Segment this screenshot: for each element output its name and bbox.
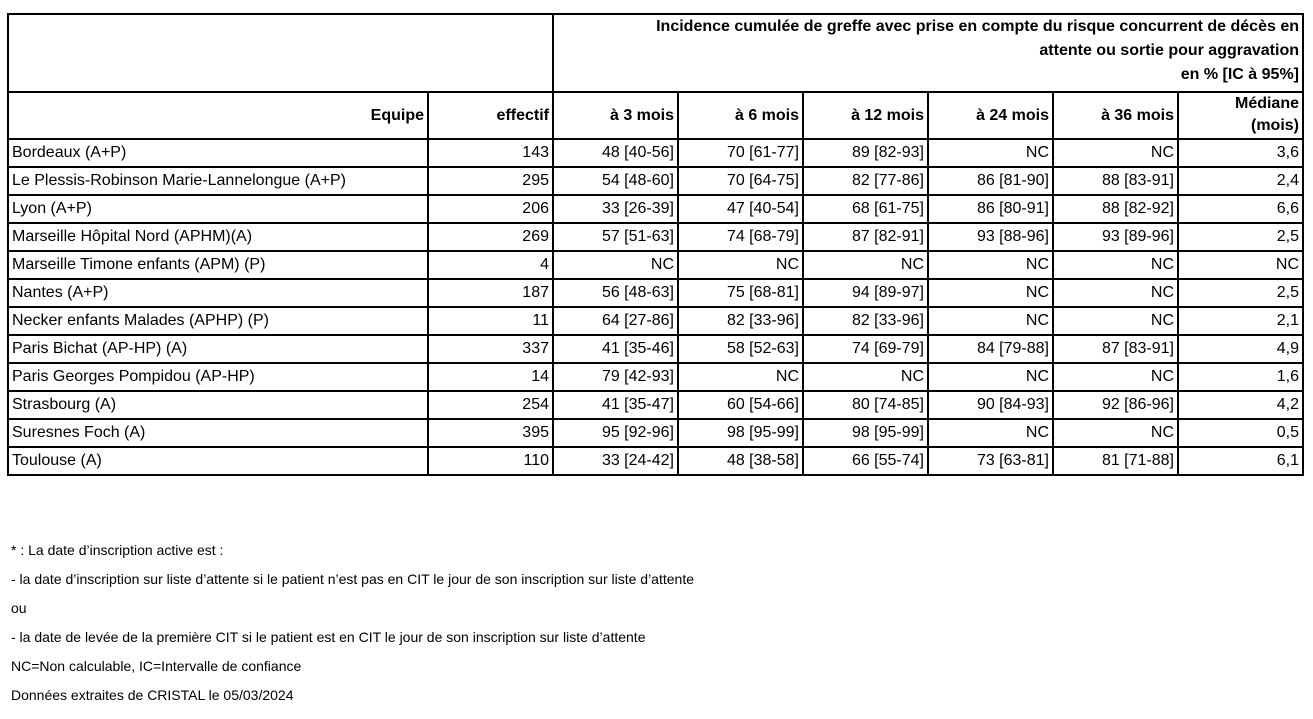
cell-6-mois: NC [678,363,803,391]
cell-12-mois: 82 [77-86] [803,167,928,195]
cell-36-mois: 92 [86-96] [1053,391,1178,419]
cell-3-mois: 33 [26-39] [553,195,678,223]
table-row [8,279,1303,307]
cell-3-mois: 33 [24-42] [553,447,678,475]
footnote-line: - la date de levée de la première CIT si le patient est en CIT le jour de son inscription sur liste d’attente [11,629,646,645]
cell-mediane: 4,2 [1178,391,1303,419]
mediane-header-line1: Médiane [1234,95,1299,112]
cell-equipe: Lyon (A+P) [8,195,428,223]
cell-3-mois: NC [553,251,678,279]
cell-12-mois: 98 [95-99] [803,419,928,447]
cell-24-mois: 86 [81-90] [928,167,1053,195]
table-row [8,223,1303,251]
cell-6-mois: 70 [64-75] [678,167,803,195]
cell-36-mois: 87 [83-91] [1053,335,1178,363]
cell-mediane: 6,1 [1178,447,1303,475]
table-row [8,307,1303,335]
cell-effectif: 254 [428,391,553,419]
cell-6-mois: NC [678,251,803,279]
cell-3-mois: 79 [42-93] [553,363,678,391]
cell-effectif: 269 [428,223,553,251]
mediane-header-line2: (mois) [1251,117,1299,134]
cell-3-mois: 41 [35-47] [553,391,678,419]
cell-36-mois: NC [1053,279,1178,307]
cell-equipe: Le Plessis-Robinson Marie-Lannelongue (A+P) [8,167,428,195]
cell-24-mois: NC [928,419,1053,447]
cell-3-mois: 64 [27-86] [553,307,678,335]
cell-12-mois: 68 [61-75] [803,195,928,223]
cell-36-mois: NC [1053,307,1178,335]
footnote-line: - la date d’inscription sur liste d’attente si le patient n’est pas en CIT le jour de son inscription sur liste d’attente [11,571,694,587]
cell-24-mois: 90 [84-93] [928,391,1053,419]
table-body [8,139,1303,475]
cell-equipe: Toulouse (A) [8,447,428,475]
col-header-3-mois: à 3 mois [553,92,678,139]
cell-24-mois: NC [928,279,1053,307]
cell-effectif: 143 [428,139,553,167]
table-row [8,447,1303,475]
cell-equipe: Necker enfants Malades (APHP) (P) [8,307,428,335]
cell-effectif: 4 [428,251,553,279]
cell-24-mois: NC [928,251,1053,279]
cell-12-mois: 94 [89-97] [803,279,928,307]
footnote-line: Données extraites de CRISTAL le 05/03/2024 [11,687,294,703]
cell-3-mois: 54 [48-60] [553,167,678,195]
cell-mediane: NC [1178,251,1303,279]
cell-equipe: Marseille Timone enfants (APM) (P) [8,251,428,279]
empty-header-cell [8,14,553,92]
incidence-group-header [553,14,1303,92]
group-header-line1: Incidence cumulée de greffe avec prise en compte du risque concurrent de décès en [656,18,1299,35]
cell-3-mois: 41 [35-46] [553,335,678,363]
cell-equipe: Nantes (A+P) [8,279,428,307]
cell-mediane: 0,5 [1178,419,1303,447]
col-header-equipe: Equipe [8,92,428,139]
cell-mediane: 2,1 [1178,307,1303,335]
cell-equipe: Paris Georges Pompidou (AP-HP) [8,363,428,391]
col-header-24-mois: à 24 mois [928,92,1053,139]
cell-equipe: Marseille Hôpital Nord (APHM)(A) [8,223,428,251]
cell-12-mois: 82 [33-96] [803,307,928,335]
cell-6-mois: 70 [61-77] [678,139,803,167]
cell-6-mois: 98 [95-99] [678,419,803,447]
table-row [8,167,1303,195]
cell-3-mois: 56 [48-63] [553,279,678,307]
header-row-top [8,14,1303,92]
col-header-effectif: effectif [428,92,553,139]
cell-3-mois: 48 [40-56] [553,139,678,167]
group-header-line2: attente ou sortie pour aggravation [1039,42,1299,59]
cell-36-mois: NC [1053,363,1178,391]
footnote-line: NC=Non calculable, IC=Intervalle de confiance [11,658,302,674]
cell-3-mois: 57 [51-63] [553,223,678,251]
cell-equipe: Strasbourg (A) [8,391,428,419]
cell-24-mois: 86 [80-91] [928,195,1053,223]
cell-6-mois: 74 [68-79] [678,223,803,251]
col-header-12-mois: à 12 mois [803,92,928,139]
col-header-6-mois: à 6 mois [678,92,803,139]
cell-36-mois: NC [1053,419,1178,447]
cell-36-mois: 88 [83-91] [1053,167,1178,195]
cell-6-mois: 48 [38-58] [678,447,803,475]
cell-mediane: 3,6 [1178,139,1303,167]
table-row [8,363,1303,391]
cell-mediane: 2,4 [1178,167,1303,195]
table-row [8,195,1303,223]
footnote-line: * : La date d’inscription active est : [11,542,224,558]
cell-24-mois: NC [928,139,1053,167]
cell-6-mois: 60 [54-66] [678,391,803,419]
table-row [8,139,1303,167]
col-header-mediane [1178,92,1303,139]
cell-mediane: 1,6 [1178,363,1303,391]
table-row [8,251,1303,279]
cell-6-mois: 58 [52-63] [678,335,803,363]
cell-12-mois: NC [803,363,928,391]
cell-24-mois: NC [928,307,1053,335]
cell-effectif: 337 [428,335,553,363]
cell-effectif: 206 [428,195,553,223]
cell-12-mois: 74 [69-79] [803,335,928,363]
cell-24-mois: 73 [63-81] [928,447,1053,475]
cell-mediane: 2,5 [1178,279,1303,307]
cell-36-mois: 81 [71-88] [1053,447,1178,475]
cell-effectif: 11 [428,307,553,335]
header-row-columns [8,92,1303,139]
footnotes [11,536,694,710]
cell-24-mois: 93 [88-96] [928,223,1053,251]
cell-36-mois: 88 [82-92] [1053,195,1178,223]
cell-6-mois: 75 [68-81] [678,279,803,307]
cell-24-mois: NC [928,363,1053,391]
cell-equipe: Bordeaux (A+P) [8,139,428,167]
cell-6-mois: 47 [40-54] [678,195,803,223]
cell-effectif: 14 [428,363,553,391]
cell-12-mois: 89 [82-93] [803,139,928,167]
cell-mediane: 4,9 [1178,335,1303,363]
cell-12-mois: 66 [55-74] [803,447,928,475]
cell-24-mois: 84 [79-88] [928,335,1053,363]
cell-3-mois: 95 [92-96] [553,419,678,447]
cell-equipe: Paris Bichat (AP-HP) (A) [8,335,428,363]
table-row [8,335,1303,363]
cell-mediane: 2,5 [1178,223,1303,251]
table-row [8,391,1303,419]
cell-effectif: 295 [428,167,553,195]
cell-36-mois: 93 [89-96] [1053,223,1178,251]
footnote-line: ou [11,600,27,616]
incidence-table [7,13,1304,476]
cell-6-mois: 82 [33-96] [678,307,803,335]
cell-effectif: 395 [428,419,553,447]
cell-effectif: 187 [428,279,553,307]
cell-12-mois: 87 [82-91] [803,223,928,251]
cell-12-mois: NC [803,251,928,279]
group-header-line3: en % [IC à 95%] [1180,66,1299,83]
table-row [8,419,1303,447]
cell-36-mois: NC [1053,251,1178,279]
cell-12-mois: 80 [74-85] [803,391,928,419]
col-header-36-mois: à 36 mois [1053,92,1178,139]
cell-effectif: 110 [428,447,553,475]
cell-equipe: Suresnes Foch (A) [8,419,428,447]
cell-mediane: 6,6 [1178,195,1303,223]
cell-36-mois: NC [1053,139,1178,167]
